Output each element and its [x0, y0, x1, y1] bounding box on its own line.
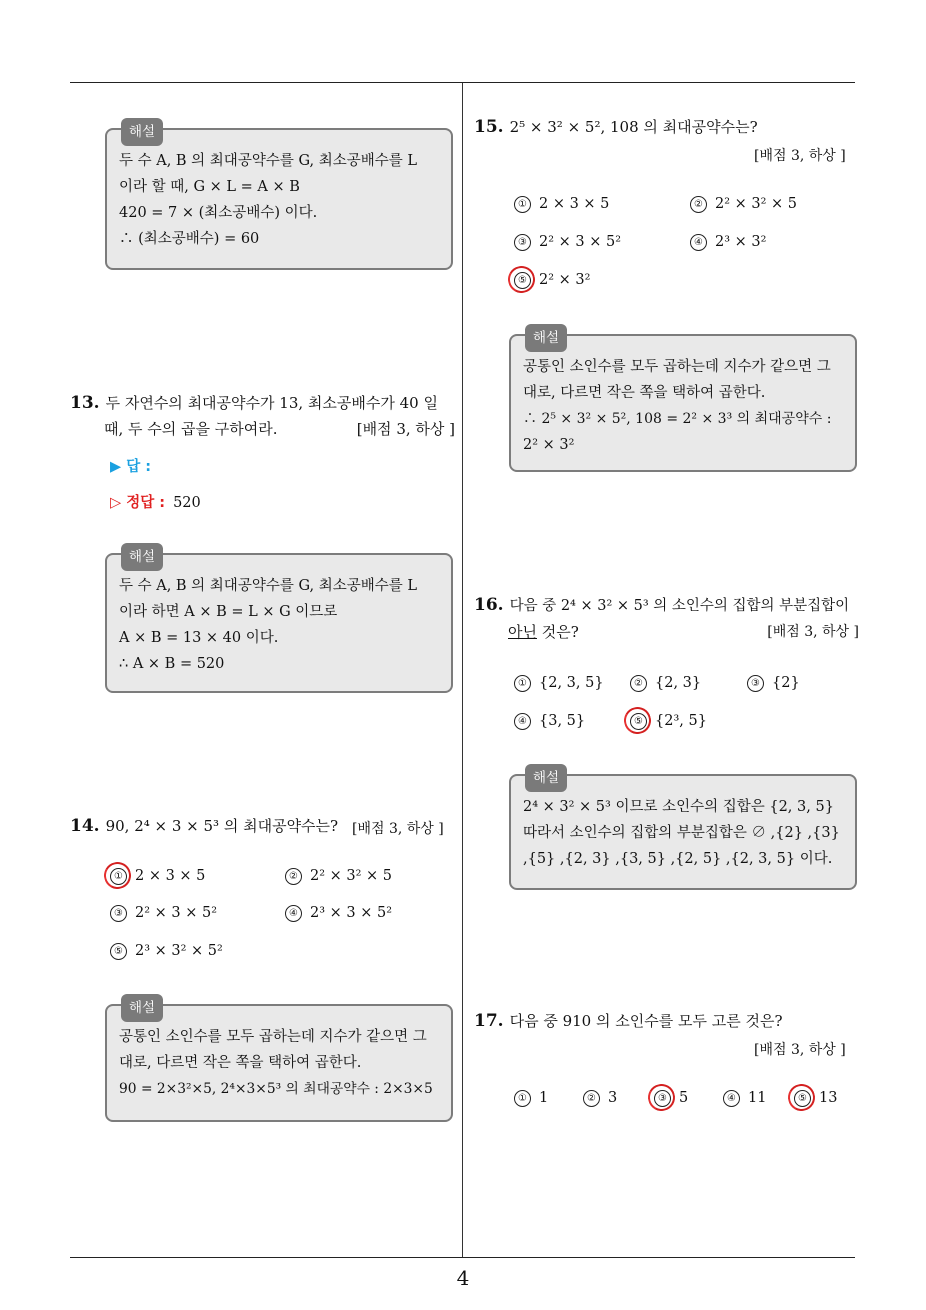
score-label: [배점 3, 하상 ] [754, 148, 846, 164]
question-13 [70, 390, 455, 442]
question-text-line2: 것은? [536, 623, 579, 641]
option-text: 1 [539, 1090, 549, 1106]
explanation-line: 두 수 A, B 의 최대공약수를 G, 최소공배수를 L [119, 578, 418, 594]
option-text: 13 [819, 1090, 838, 1106]
option-mark: ④ [690, 234, 707, 251]
option-mark: ① [514, 1090, 531, 1107]
option-mark: ③ [514, 234, 531, 251]
explanation-tag: 해설 [121, 118, 163, 146]
option-1[interactable] [514, 675, 604, 692]
option-text: 2² × 3² × 5 [310, 868, 393, 884]
question-text-line1: 다음 중 2⁴ × 3² × 5³ 의 소인수의 집합의 부분집합이 [509, 598, 850, 614]
explanation-tag: 해설 [525, 764, 567, 792]
option-5[interactable] [110, 943, 223, 960]
option-2[interactable] [583, 1090, 617, 1107]
option-1[interactable] [514, 196, 609, 213]
question-15 [474, 114, 859, 140]
question-17 [474, 1008, 859, 1034]
correct-answer-label: ▷ 정답 : [110, 495, 166, 511]
option-5[interactable] [794, 1090, 837, 1107]
option-text: {2, 3} [655, 675, 702, 691]
question-emphasis: 아닌 [508, 623, 537, 641]
option-mark: ① [514, 196, 531, 213]
option-4[interactable] [723, 1090, 766, 1107]
option-4[interactable] [514, 713, 585, 730]
option-mark: ② [285, 868, 302, 885]
explanation-line: ∴ (최소공배수) = 60 [119, 231, 260, 247]
option-mark: ① [514, 675, 531, 692]
option-1[interactable] [110, 868, 205, 885]
explanation-line: 이라 하면 A × B = L × G 이므로 [119, 604, 338, 620]
explanation-line: 이라 할 때, G × L = A × B [119, 179, 300, 195]
option-3[interactable] [654, 1090, 688, 1107]
explanation-box-16 [509, 770, 857, 890]
option-text: 2 × 3 × 5 [135, 868, 206, 884]
option-mark: ⑤ [794, 1090, 811, 1107]
option-5[interactable] [630, 713, 707, 730]
question-text: 90, 2⁴ × 3 × 5³ 의 최대공약수는? [105, 817, 339, 835]
option-mark: ② [583, 1090, 600, 1107]
option-text: {2} [772, 675, 800, 691]
explanation-box-12 [105, 124, 453, 270]
explanation-line: 2² × 3² [523, 437, 575, 453]
option-mark: ④ [723, 1090, 740, 1107]
bottom-rule [70, 1257, 855, 1258]
question-text: 2⁵ × 3² × 5², 108 의 최대공약수는? [509, 118, 758, 136]
correct-answer-value: 520 [173, 495, 201, 511]
question-number: 14. [70, 816, 100, 836]
question-number: 17. [474, 1011, 504, 1031]
option-4[interactable] [690, 234, 766, 251]
option-mark: ④ [514, 713, 531, 730]
explanation-box-15 [509, 330, 857, 472]
option-2[interactable] [285, 868, 392, 885]
option-mark: ③ [747, 675, 764, 692]
option-mark: ① [110, 868, 127, 885]
option-mark: ③ [654, 1090, 671, 1107]
question-text: 다음 중 910 의 소인수를 모두 고른 것은? [509, 1012, 783, 1030]
explanation-line: A × B = 13 × 40 이다. [119, 630, 279, 646]
score-label: [배점 3, 하상 ] [754, 1042, 846, 1058]
option-2[interactable] [690, 196, 797, 213]
option-5[interactable] [514, 272, 590, 289]
option-mark: ⑤ [514, 272, 531, 289]
option-text: 2² × 3 × 5² [539, 234, 622, 250]
explanation-line: ∴ 2⁵ × 3² × 5², 108 = 2² × 3³ 의 최대공약수 : [523, 411, 832, 427]
option-text: {3, 5} [539, 713, 586, 729]
option-3[interactable] [747, 675, 800, 692]
option-3[interactable] [110, 905, 217, 922]
explanation-line: 따라서 소인수의 집합의 부분집합은 ∅ ,{2} ,{3} [523, 825, 840, 841]
option-mark: ⑤ [630, 713, 647, 730]
option-mark: ⑤ [110, 943, 127, 960]
answer-field-label: ▶ 답 : [110, 459, 152, 475]
explanation-tag: 해설 [525, 324, 567, 352]
page-number: 4 [456, 1266, 470, 1290]
explanation-line: 공통인 소인수를 모두 곱하는데 지수가 같으면 그 [119, 1029, 427, 1045]
question-number: 15. [474, 117, 504, 137]
option-text: 2³ × 3 × 5² [310, 905, 393, 921]
option-2[interactable] [630, 675, 701, 692]
option-text: 11 [748, 1090, 767, 1106]
option-text: 2² × 3 × 5² [135, 905, 218, 921]
explanation-line: 공통인 소인수를 모두 곱하는데 지수가 같으면 그 [523, 359, 831, 375]
question-text-line1: 두 자연수의 최대공약수가 13, 최소공배수가 40 일 [105, 394, 438, 412]
option-text: 2 × 3 × 5 [539, 196, 610, 212]
option-1[interactable] [514, 1090, 548, 1107]
explanation-line: 90 = 2×3²×5, 2⁴×3×5³ 의 최대공약수 : 2×3×5 [119, 1081, 433, 1097]
score-label: [배점 3, 하상 ] [356, 420, 455, 438]
option-3[interactable] [514, 234, 621, 251]
option-text: 2³ × 3² [715, 234, 767, 250]
option-text: 2² × 3² × 5 [715, 196, 798, 212]
option-mark: ③ [110, 905, 127, 922]
option-text: 5 [679, 1090, 689, 1106]
explanation-box-13 [105, 549, 453, 693]
option-text: 2² × 3² [539, 272, 591, 288]
option-mark: ② [690, 196, 707, 213]
score-label: [배점 3, 하상 ] [767, 624, 859, 640]
option-text: {2³, 5} [655, 713, 707, 729]
option-text: 3 [608, 1090, 618, 1106]
question-text-line2: 때, 두 수의 곱을 구하여라. [104, 420, 278, 438]
explanation-line: 420 = 7 × (최소공배수) 이다. [119, 205, 318, 221]
option-text: {2, 3, 5} [539, 675, 604, 691]
explanation-box-14 [105, 1000, 453, 1122]
explanation-tag: 해설 [121, 994, 163, 1022]
explanation-line: 2⁴ × 3² × 5³ 이므로 소인수의 집합은 {2, 3, 5} [523, 799, 834, 815]
option-mark: ② [630, 675, 647, 692]
question-number: 16. [474, 595, 504, 615]
explanation-line: 두 수 A, B 의 최대공약수를 G, 최소공배수를 L [119, 153, 418, 169]
question-number: 13. [70, 393, 100, 413]
option-text: 2³ × 3² × 5² [135, 943, 223, 959]
explanation-line: ,{5} ,{2, 3} ,{3, 5} ,{2, 5} ,{2, 3, 5} 이다. [523, 851, 833, 867]
explanation-line: 대로, 다르면 작은 쪽을 택하여 곱한다. [523, 385, 766, 401]
explanation-tag: 해설 [121, 543, 163, 571]
question-16 [474, 592, 859, 645]
column-divider [462, 83, 463, 1257]
correct-answer [110, 491, 201, 512]
score-label: [배점 3, 하상 ] [352, 821, 444, 837]
explanation-line: 대로, 다르면 작은 쪽을 택하여 곱한다. [119, 1055, 362, 1071]
option-mark: ④ [285, 905, 302, 922]
explanation-line: ∴ A × B = 520 [119, 656, 225, 672]
option-4[interactable] [285, 905, 392, 922]
